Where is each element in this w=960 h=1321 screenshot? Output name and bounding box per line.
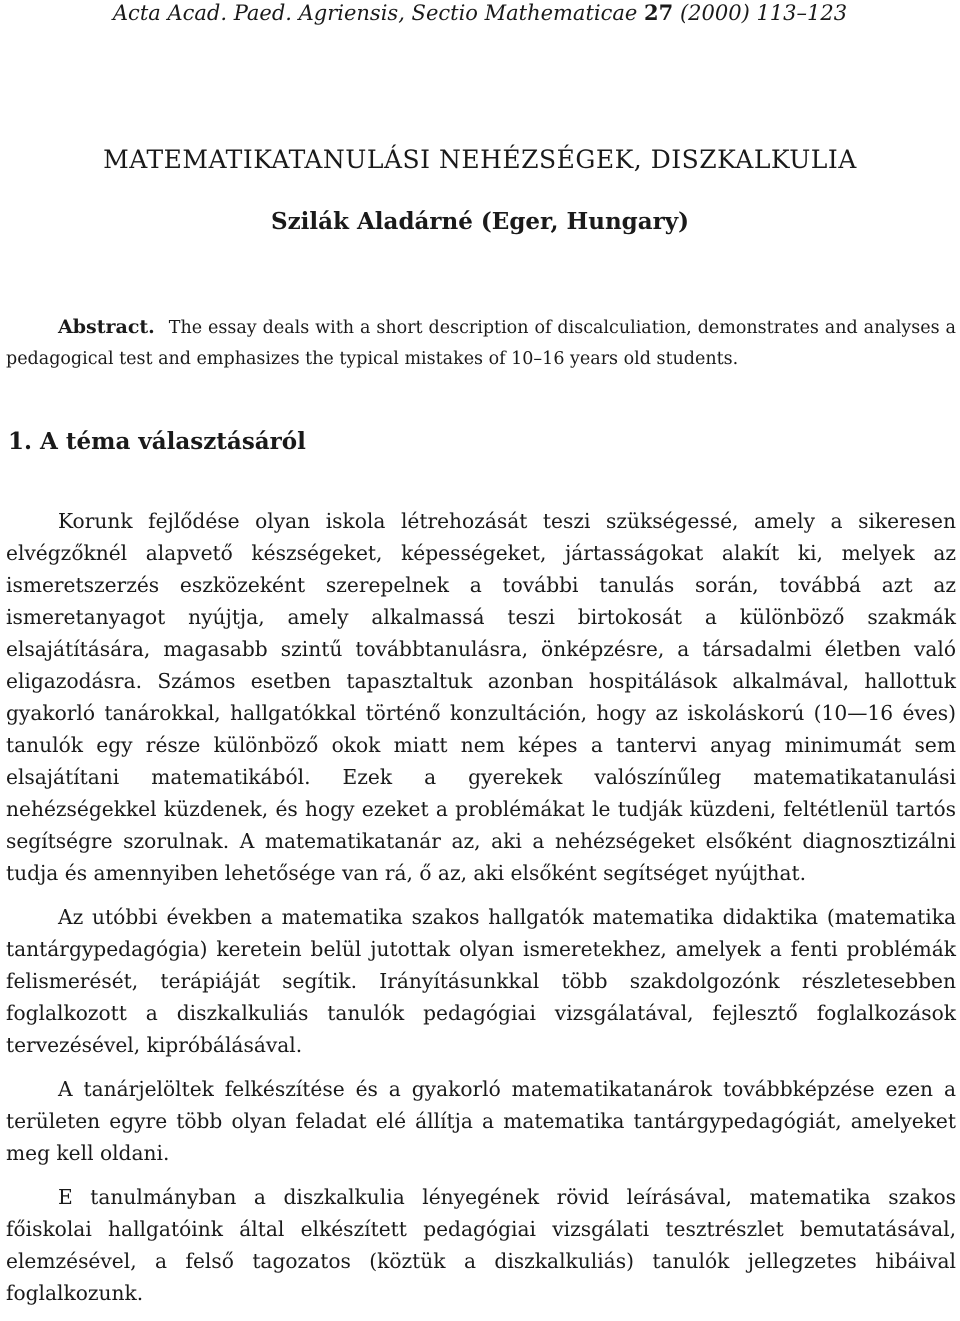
paragraph: E tanulmányban a diszkalkulia lényegének rövid leírásával, matematika szakos főiskolai hallgatóink által elkészített pedagógiai vizsgálati tesztrészlet bemutatásával, elemzésével, a felső tagozatos (köztük a diszkalkuliás) tanulók jellegzetes hibáival foglalkozunk. (6, 1185, 956, 1305)
section-body (6, 505, 956, 1321)
journal-header (0, 0, 960, 26)
journal-name: Acta Acad. Paed. Agriensis, Sectio Mathematicae (112, 1, 638, 25)
paragraph: Az utóbbi években a matematika szakos hallgatók matematika didaktika (matematika tantárgypedagógia) keretein belül jutottak olyan ismeretekhez, amelyek a fenti problémák felismerését, terápiáját segítik. Irányításunkkal több szakdolgozónk részletesebben foglalkozott a diszkalkuliás tanulók pedagógiai vizsgálatával, fejlesztő foglalkozások tervezésével, kipróbálásával. (6, 905, 956, 1057)
paragraph: A tanárjelöltek felkészítése és a gyakorló matematikatanárok továbbképzése ezen a területen egyre több olyan feladat elé állítja a matematika tantárgypedagógiát, amelyeket meg kell oldani. (6, 1077, 956, 1165)
abstract-text: The essay deals with a short description of discalculiation, demonstrates and analyses a pedagogical test and emphasizes the typical mistakes of 10–16 years old students. (6, 318, 956, 369)
journal-volume: 27 (644, 0, 674, 25)
paragraph: Korunk fejlődése olyan iskola létrehozását teszi szükségessé, amely a sikeresen elvégzőknél alapvető készségeket, képességeket, jártasságokat alakít ki, melyek az ismeretszerzés eszközeként szerepelnek a további tanulás során, továbbá azt az ismeretanyagot nyújtja, amely alkalmassá teszi birtokosát a különböző szakmák elsajátítására, magasabb szintű továbbtanulásra, önképzésre, a társadalmi életben való eligazodásra. Számos esetben tapasztaltuk azonban hospitálások alkalmával, hallottuk gyakorló tanárokkal, hallgatókkal történő konzultáción, hogy az iskoláskorú (10—16 éves) tanulók egy része különböző okok miatt nem képes a tantervi anyag minimumát sem elsajátítani matematikából. Ezek a gyerekek valószínűleg matematikatanulási nehézségekkel küzdenek, és hogy ezeket a problémákat le tudják küzdeni, feltétlenül tartós segítségre szorulnak. A matematikatanár az, aki a nehézségeket elsőként diagnosztizálni tudja és amennyiben lehetősége van rá, ő az, aki elsőként segítséget nyújthat. (6, 509, 956, 885)
abstract-label: Abstract. (58, 316, 155, 338)
paper-title: MATEMATIKATANULÁSI NEHÉZSÉGEK, DISZKALKULIA (103, 145, 857, 174)
section-heading: 1. A téma választásáról (8, 428, 306, 455)
journal-year-pages: (2000) 113–123 (679, 1, 848, 25)
paper-author: Szilák Aladárné (Eger, Hungary) (270, 208, 690, 235)
abstract (6, 312, 956, 375)
